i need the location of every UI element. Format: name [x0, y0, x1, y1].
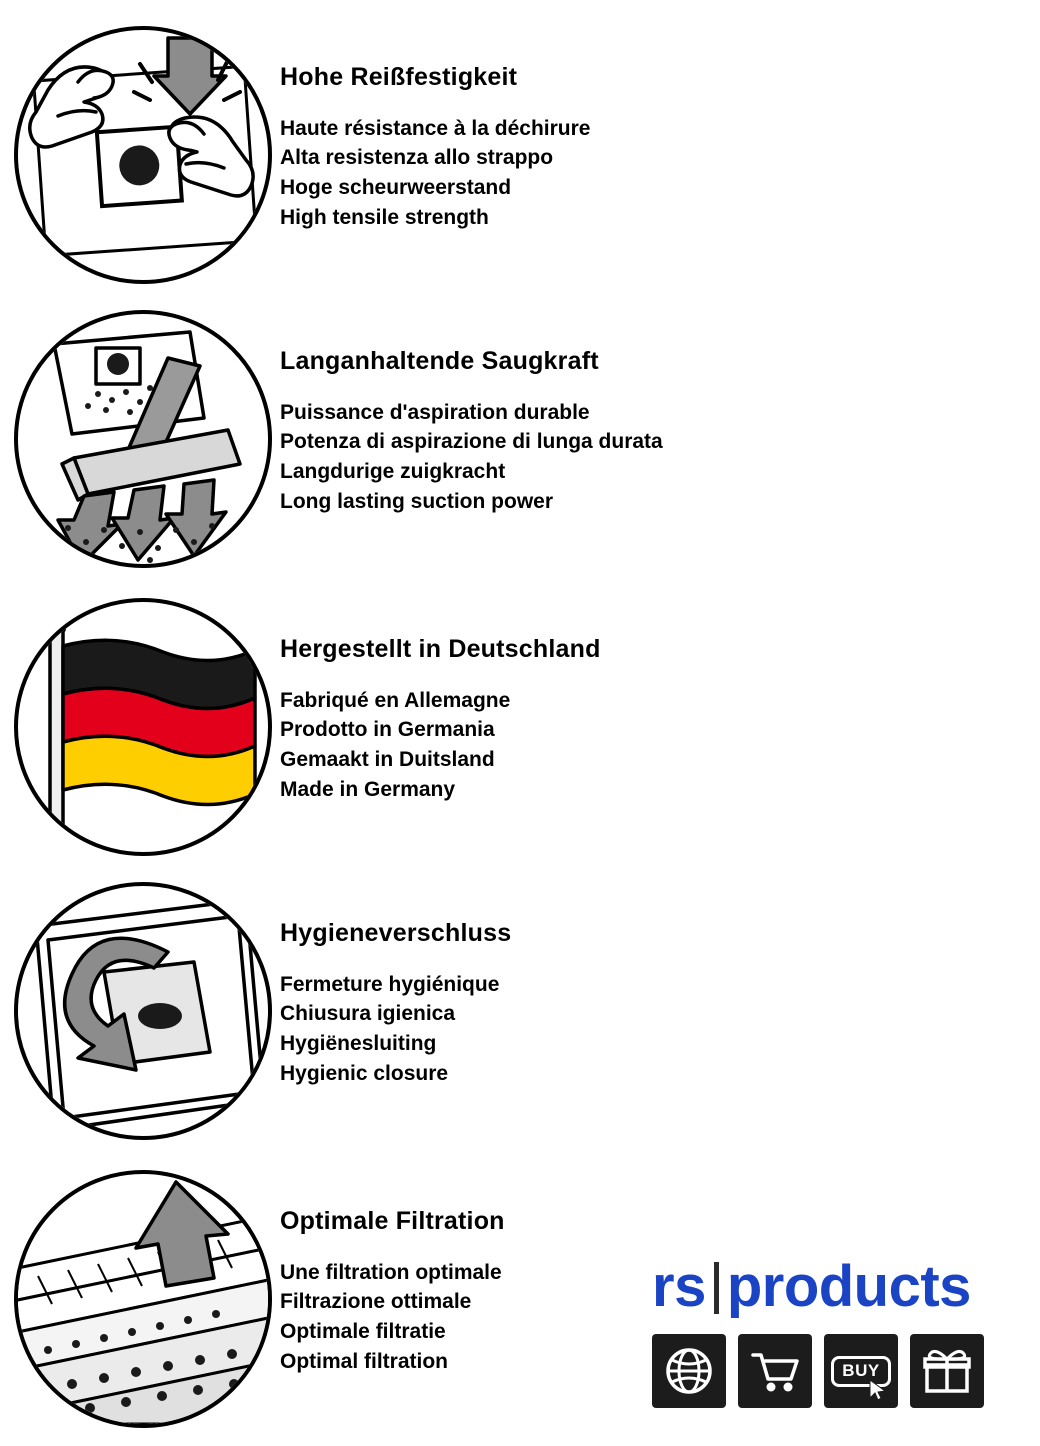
filter-layers-icon — [14, 1170, 272, 1428]
brand-logo — [652, 1254, 1032, 1319]
buy-label: BUY — [831, 1356, 890, 1387]
translation-line: Une filtration optimale — [280, 1260, 502, 1284]
translation-line: Optimale filtratie — [280, 1320, 446, 1344]
translation-line: Puissance d'aspiration durable — [280, 400, 590, 424]
feature-title: Langanhaltende Saugkraft — [280, 347, 599, 375]
feature-row — [0, 872, 1040, 1134]
globe-icon[interactable] — [652, 1334, 726, 1408]
brand-name-left: rs — [652, 1254, 706, 1319]
translation-line: Fermeture hygiénique — [280, 972, 500, 996]
translation-line: Hygienic closure — [280, 1061, 449, 1085]
translation-line: Alta resistenza allo strappo — [280, 146, 554, 170]
feature-translations — [280, 114, 590, 233]
feature-row — [0, 300, 1040, 562]
shopping-cart-icon[interactable] — [738, 1334, 812, 1408]
closure-drawing — [18, 886, 268, 1136]
feature-icon-wrap — [0, 588, 280, 850]
torn-bag-hands-icon — [14, 26, 272, 284]
feature-icon-wrap — [0, 872, 280, 1134]
layers-drawing — [18, 1174, 268, 1424]
feature-icon-wrap — [0, 16, 280, 278]
brand-block — [652, 1254, 1032, 1408]
feature-translations — [280, 970, 511, 1089]
translation-line: Chiusura igienica — [280, 1002, 456, 1026]
translation-line: Made in Germany — [280, 777, 456, 801]
feature-icon-wrap — [0, 1160, 280, 1422]
translation-line: Long lasting suction power — [280, 489, 553, 513]
feature-title: Optimale Filtration — [280, 1207, 505, 1235]
brand-name-right: products — [726, 1254, 971, 1319]
brand-icon-row — [652, 1334, 1032, 1408]
gift-box-icon[interactable] — [910, 1334, 984, 1408]
feature-icon-wrap — [0, 300, 280, 562]
hands-drawing — [18, 30, 268, 280]
feature-translations — [280, 1258, 505, 1377]
feature-title: Hergestellt in Deutschland — [280, 635, 601, 663]
feature-title: Hygieneverschluss — [280, 919, 512, 947]
feature-text — [280, 16, 590, 233]
buy-button-icon[interactable] — [824, 1334, 898, 1408]
translation-line: Hygiënesluiting — [280, 1032, 437, 1056]
flag-drawing — [18, 602, 268, 852]
feature-translations — [280, 398, 663, 517]
vacuum-nozzle-suction-icon — [14, 310, 272, 568]
translation-line: Filtrazione ottimale — [280, 1290, 472, 1314]
feature-row — [0, 588, 1040, 850]
translation-line: Prodotto in Germania — [280, 718, 495, 742]
translation-line: Haute résistance à la déchirure — [280, 116, 591, 140]
translation-line: High tensile strength — [280, 205, 489, 229]
translation-line: Gemaakt in Duitsland — [280, 748, 495, 772]
translation-line: Hoge scheurweerstand — [280, 176, 512, 200]
translation-line: Potenza di aspirazione di lunga durata — [280, 430, 663, 454]
translation-line: Langdurige zuigkracht — [280, 460, 506, 484]
german-flag-icon — [14, 598, 272, 856]
feature-row — [0, 16, 1040, 278]
feature-text — [280, 872, 511, 1089]
hygienic-closure-icon — [14, 882, 272, 1140]
feature-text — [280, 588, 601, 805]
translation-line: Fabriqué en Allemagne — [280, 688, 511, 712]
feature-text — [280, 1160, 505, 1377]
feature-text — [280, 300, 663, 517]
feature-translations — [280, 686, 601, 805]
nozzle-drawing — [18, 314, 268, 564]
brand-divider — [714, 1262, 719, 1314]
translation-line: Optimal filtration — [280, 1349, 448, 1373]
feature-title: Hohe Reißfestigkeit — [280, 63, 518, 91]
